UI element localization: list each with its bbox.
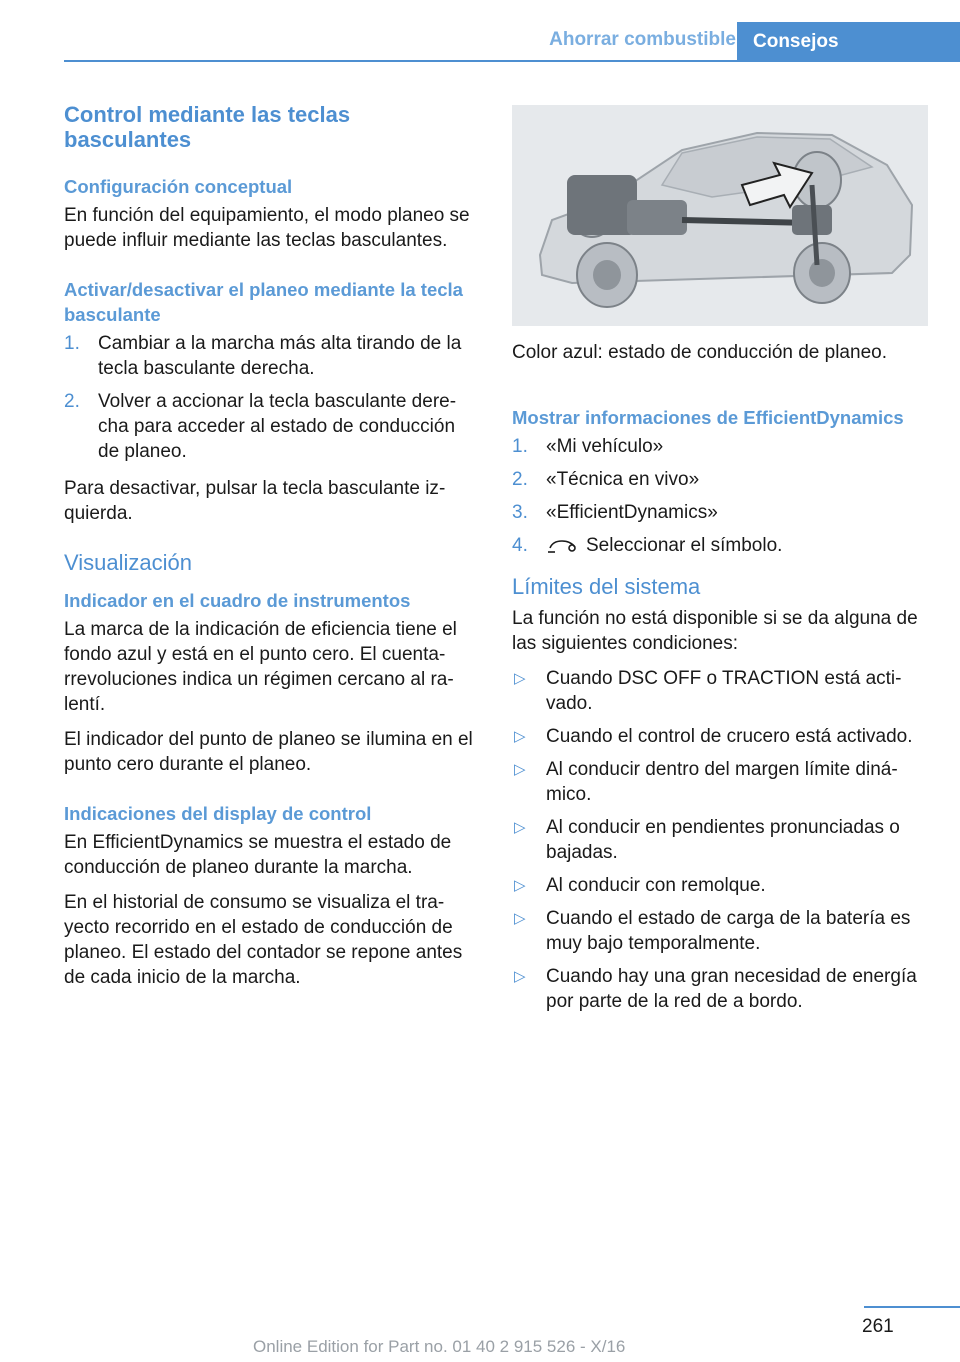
show-info-heading: Mostrar informaciones de EfficientDynamics xyxy=(512,407,904,428)
list-item: ▷ Al conducir en pendientes pronunciadas o bajadas. xyxy=(514,817,900,863)
list-item: ▷ Cuando DSC OFF o TRACTION está activado. xyxy=(514,668,902,714)
cluster-text-2: El indicador del punto de planeo se ilumina en el punto cero durante el planeo. xyxy=(64,729,473,775)
cluster-text-1: La marca de la indicación de eficiencia tiene el fondo azul y está en el punto cero. El cuentarrevoluciones indica un régimen cercano al ralentí. xyxy=(64,619,457,715)
cluster-heading: Indicador en el cuadro de instrumentos xyxy=(64,590,411,611)
list-item: ▷ Al conducir dentro del margen límite dinámico. xyxy=(514,759,898,805)
concept-heading: Configuración conceptual xyxy=(64,176,293,197)
page-number: 261 xyxy=(862,1316,894,1337)
car-drivetrain-illustration xyxy=(512,105,928,326)
limits-title: Límites del sistema xyxy=(512,574,701,599)
list-item: 4. Seleccionar el símbolo. xyxy=(512,535,783,556)
limits-intro: La función no está disponible si se da alguna de las siguientes condiciones: xyxy=(512,608,918,654)
figure-caption: Color azul: estado de conducción de planeo. xyxy=(512,342,887,363)
header-section-label: Ahorrar combustible xyxy=(549,29,736,50)
activate-steps xyxy=(64,331,480,464)
header-tab: Consejos xyxy=(737,22,960,62)
coasting-car-icon xyxy=(546,537,580,555)
show-info-steps xyxy=(512,434,932,558)
list-item: 2. «Técnica en vivo» xyxy=(512,469,700,490)
list-item: 3. «EfficientDynamics» xyxy=(512,502,718,523)
concept-text: En función del equipamiento, el modo planeo se puede influir mediante las teclas basculantes. xyxy=(64,205,470,251)
deactivate-text: Para desactivar, pulsar la tecla basculante izquierda. xyxy=(64,478,446,524)
footer-divider xyxy=(864,1306,960,1308)
list-item: 1. «Mi vehículo» xyxy=(512,436,664,457)
section-title: Control mediante las teclas basculantes xyxy=(64,102,351,152)
right-column xyxy=(512,105,932,1026)
activate-heading: Activar/desactivar el planeo mediante la tecla basculante xyxy=(64,279,463,325)
control-display-heading: Indicaciones del display de control xyxy=(64,803,372,824)
list-item: ▷ Cuando el control de crucero está activado. xyxy=(514,726,913,747)
limits-list xyxy=(512,666,932,1014)
car-illustration-icon xyxy=(512,105,928,326)
header-divider xyxy=(64,60,960,62)
list-item: ▷ Cuando hay una gran necesidad de energía por parte de la red de a bordo. xyxy=(514,966,917,1012)
list-item: 1. Cambiar a la marcha más alta tirando de la tecla basculante derecha. xyxy=(64,333,462,379)
control-display-text-1: En EfficientDynamics se muestra el estado de conducción de planeo durante la marcha. xyxy=(64,832,452,878)
edition-footer: Online Edition for Part no. 01 40 2 915 526 - X/16 xyxy=(253,1337,626,1356)
display-title: Visualización xyxy=(64,550,193,575)
list-item: ▷ Al conducir con remolque. xyxy=(514,875,766,896)
list-item: ▷ Cuando el estado de carga de la batería es muy bajo temporalmente. xyxy=(514,908,911,954)
left-column xyxy=(64,102,480,1000)
control-display-text-2: En el historial de consumo se visualiza el trayecto recorrido en el estado de conducción de planeo. El estado del contador se repone antes de cada inicio de la marcha. xyxy=(64,892,463,988)
list-item: 2. Volver a accionar la tecla basculante derecha para acceder al estado de conducción de planeo. xyxy=(64,391,457,462)
